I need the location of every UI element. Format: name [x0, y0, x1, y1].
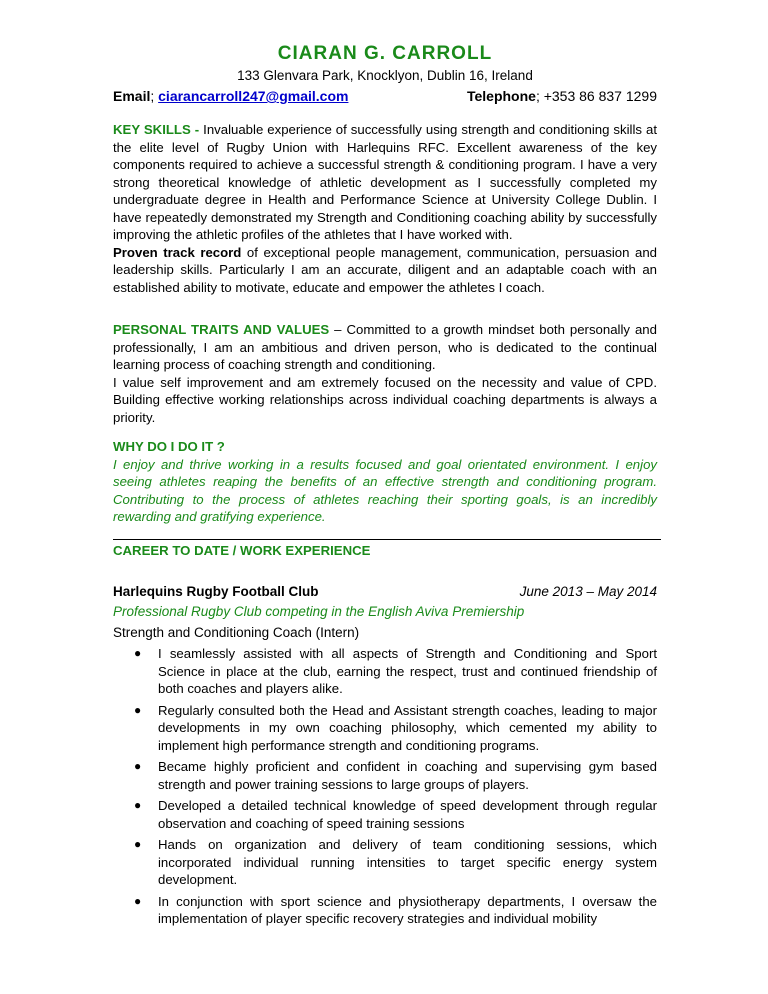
list-item: ● In conjunction with sport science and physiotherapy departments, I oversaw the implementation of player specific recovery strategies and individual mobility — [134, 893, 657, 926]
traits-heading: PERSONAL TRAITS AND VALUES — [113, 322, 330, 337]
bullet-icon: ● — [134, 759, 142, 773]
candidate-name: CIARAN G. CARROLL — [277, 43, 493, 64]
job-role: Strength and Conditioning Coach (Intern) — [113, 625, 360, 640]
why-text: I enjoy and thrive working in a results focused and goal orientated environment. I enjoy seeing athletes reaping the benefits of an effective strength and conditioning program. Contributing to the process of athletes reaching their sporting goals, is an incredibly rewarding and gratifying experience. — [113, 456, 657, 524]
employment-dates: June 2013 – May 2014 — [519, 584, 657, 599]
section-divider — [113, 539, 661, 540]
bullet-icon: ● — [134, 837, 142, 851]
key-skills-text: Invaluable experience of successfully using strength and conditioning skills at the elite level of Rugby Union with Harlequins RFC. Excellent awareness of the key components required to achieve a successful strength & conditioning program. I have a very strong theoretical knowledge of athletic development as I successfully completed my undergraduate degree in Health and Performance Science at University College Dublin. I have repeatedly demonstrated my Strength and Conditioning coaching ability by successfully improving the athletic profiles of the athletes that I have worked with. — [113, 122, 657, 242]
list-item: ● I seamlessly assisted with all aspects of Strength and Conditioning and Sport Science in place at the club, earning the respect, trust and continued friendship of both coaches and players alike. — [134, 646, 657, 696]
bullet-icon: ● — [134, 893, 142, 908]
why-section — [113, 438, 657, 526]
key-skills-section — [113, 121, 657, 296]
list-item: ● Regularly consulted both the Head and Assistant strength coaches, leading to major developments in my own coaching philosophy, which cemented my ability to implement high performance strength and conditioning programs. — [134, 702, 657, 753]
list-item: ● Hands on organization and delivery of team conditioning sessions, which incorporated individual running intensities to target specific energy system development. — [134, 837, 657, 887]
employer-description: Professional Rugby Club competing in the English Aviva Premiership — [113, 604, 525, 619]
why-heading: WHY DO I DO IT ? — [113, 439, 225, 454]
list-item: ● Developed a detailed technical knowledge of speed development through regular observation and coaching of speed training sessions — [134, 798, 657, 831]
proven-track-text: of exceptional people management, communication, persuasion and leadership skills. Particularly I am an accurate, diligent and an adaptable coach with an established ability to motivate, educate and empower the athletes I coach. — [113, 244, 657, 295]
traits-text-2: I value self improvement and am extremely focused on the necessity and value of CPD. Building effective working relationships across individual coaching departments is always a priority. — [113, 374, 657, 425]
telephone-block: Telephone; +353 86 837 1299 — [466, 88, 657, 104]
contact-line: Email; ciarancarroll247@gmail.com Telephone; +353 86 837 1299 — [113, 88, 657, 104]
bullet-icon: ● — [134, 798, 142, 812]
traits-text: – Committed to a growth mindset both personally and professionally, I am an ambitious and driven person, who is dedicated to the continual learning process of coaching strength and conditioning. — [113, 322, 657, 372]
proven-track-label: Proven track record — [113, 244, 242, 260]
bullet-icon: ● — [134, 702, 142, 717]
telephone-label: Telephone — [466, 88, 536, 104]
list-item: ● Became highly proficient and confident in coaching and supervising gym based strength and power training sessions to large groups of players. — [134, 759, 657, 792]
telephone-number: +353 86 837 1299 — [543, 88, 657, 104]
traits-section — [113, 321, 657, 426]
career-heading: CAREER TO DATE / WORK EXPERIENCE — [113, 543, 371, 558]
employer-name: Harlequins Rugby Football Club — [113, 584, 319, 599]
bullet-icon: ● — [134, 646, 142, 660]
key-skills-heading: KEY SKILLS - — [113, 122, 200, 137]
email-link[interactable]: ciarancarroll247@gmail.com — [158, 88, 349, 104]
duties-list — [113, 645, 657, 932]
email-label: Email — [113, 88, 151, 104]
address: 133 Glenvara Park, Knocklyon, Dublin 16, Ireland — [237, 68, 533, 83]
